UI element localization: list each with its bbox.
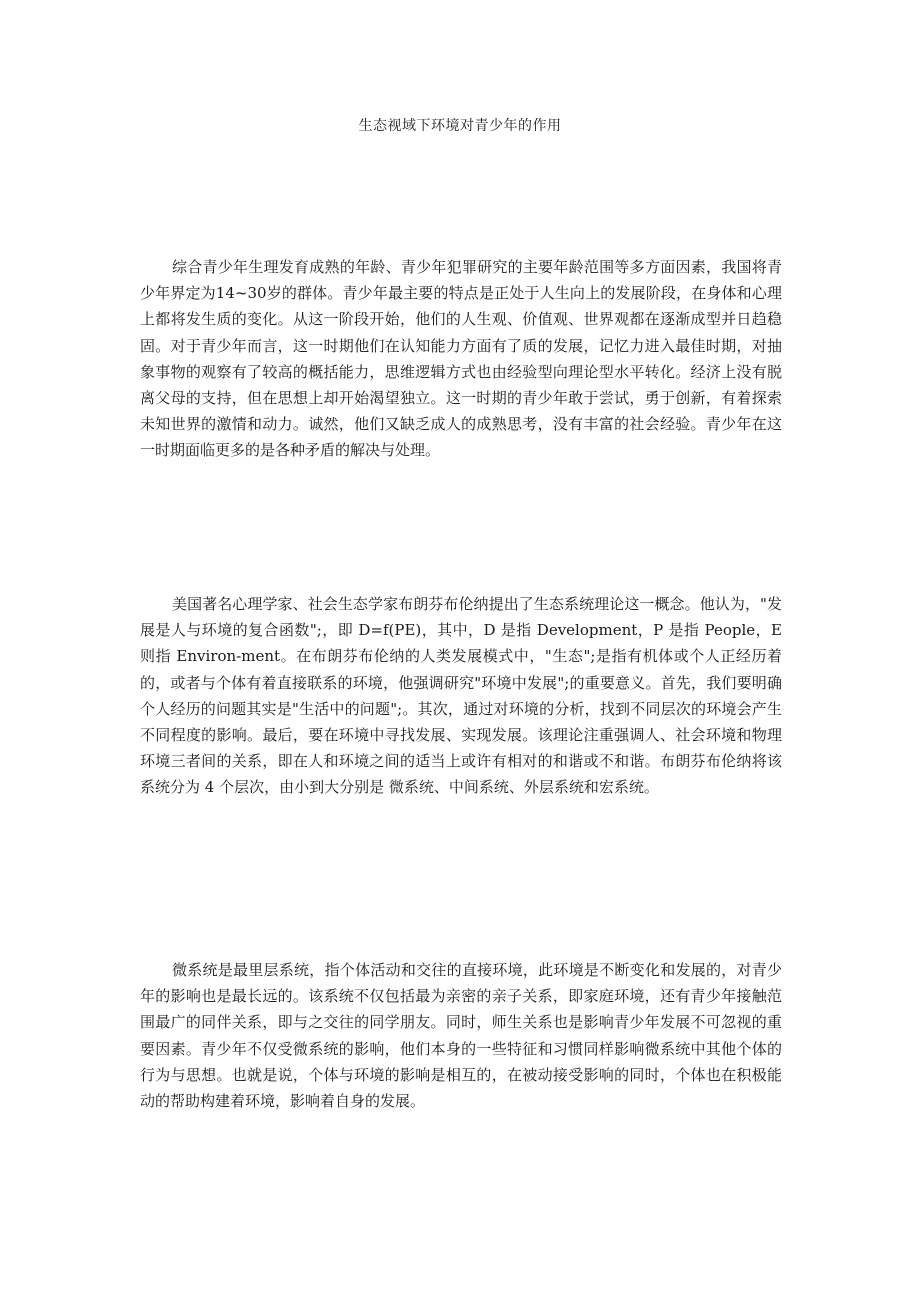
- paragraph-ecological-systems-theory: 美国著名心理学家、社会生态学家布朗芬布伦纳提出了生态系统理论这一概念。他认为，"发展是人与环境的复合函数";，即 D=f(PE)，其中，D 是指 Development，P 是指 People，E 则指 Environ-ment。在布朗芬布伦纳的人类发展模式中，"生态";是指有机体或个人正经历着的，或者与个体有着直接联系的环境，他强调研究"环境中发展";的重要意义。首先，我们要明确个人经历的问题其实是"生活中的问题";。其次，通过对环境的分析，找到不同层次的环境会产生不同程度的影响。最后，要在环境中寻找发展、实现发展。该理论注重强调人、社会环境和物理环境三者间的关系，即在人和环境之间的适当上或许有相对的和谐或不和谐。布朗芬布伦纳将该系统分为 4 个层次，由小到大分别是 微系统、中间系统、外层系统和宏系统。: [140, 595, 782, 797]
- document-title: 生态视域下环境对青少年的作用: [358, 118, 562, 134]
- paragraph-microsystem: 微系统是最里层系统，指个体活动和交往的直接环境，此环境是不断变化和发展的，对青少年的影响也是最长远的。该系统不仅包括最为亲密的亲子关系，即家庭环境，还有青少年接触范围最广的同伴关系，即与之交往的同学朋友。同时，师生关系也是影响青少年发展不可忽视的重要因素。青少年不仅受微系统的影响，他们本身的一些特征和习惯同样影响微系统中其他个体的行为与思想。也就是说，个体与环境的影响是相互的，在被动接受影响的同时，个体也在积极能动的帮助构建着环境，影响着自身的发展。: [140, 961, 782, 1111]
- paragraph-youth-definition: 综合青少年生理发育成熟的年龄、青少年犯罪研究的主要年龄范围等多方面因素，我国将青少年界定为14~30岁的群体。青少年最主要的特点是正处于人生向上的发展阶段，在身体和心理上都将发生质的变化。从这一阶段开始，他们的人生观、价值观、世界观都在逐渐成型并日趋稳固。对于青少年而言，这一时期他们在认知能力方面有了质的发展，记忆力进入最佳时期，对抽象事物的观察有了较高的概括能力，思维逻辑方式也由经验型向理论型水平转化。经济上没有脱离父母的支持，但在思想上却开始渴望独立。这一时期的青少年敢于尝试，勇于创新，有着探索未知世界的激情和动力。诚然，他们又缺乏成人的成熟思考，没有丰富的社会经验。青少年在这一时期面临更多的是各种矛盾的解决与处理。: [140, 258, 782, 460]
